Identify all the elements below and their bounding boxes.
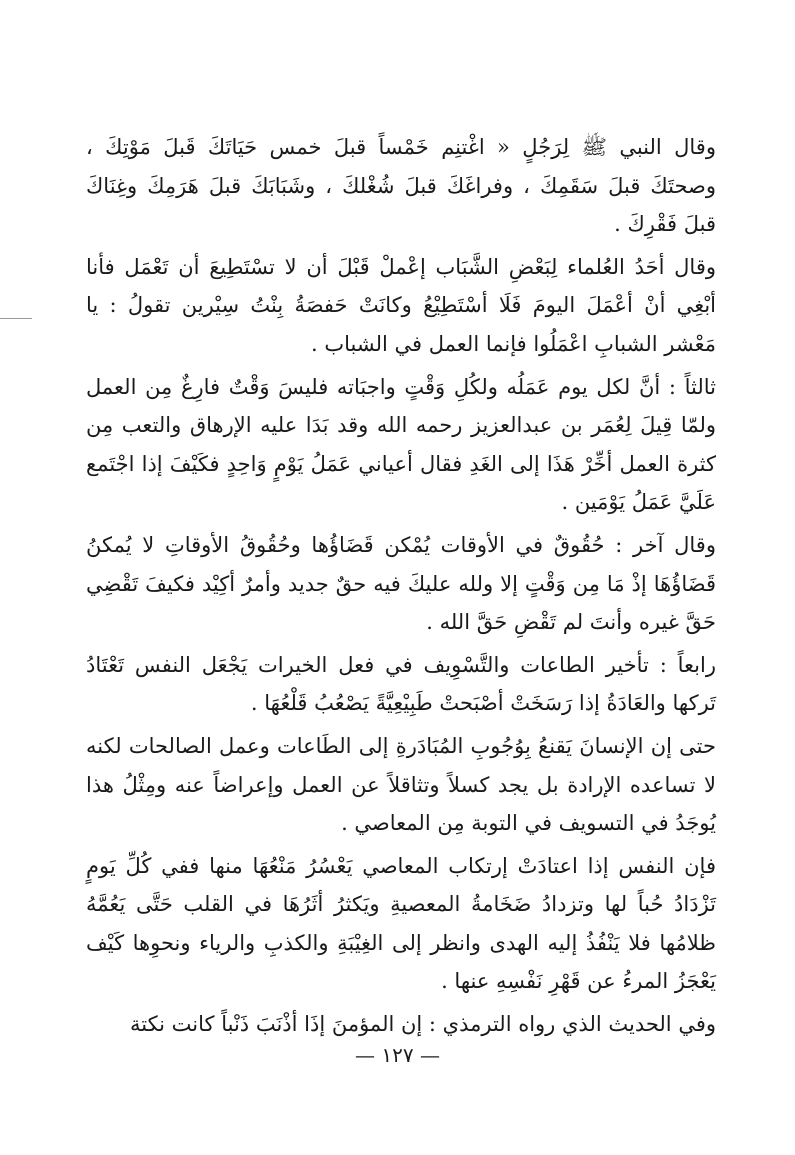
paragraph-5: رابعاً : تأخير الطاعات والتَّسْوِيف في فعل الخيرات يَجْعَل النفس تَعْتَادُ تَركها والعَادَةُ إذا رَسَخَتْ أصْبَحتْ طَبِيْعِيَّةً يَصْعُبُ قَلْعُهَا . [86, 652, 716, 716]
paragraph-2: وقال أحَدُ العُلماء لِبَعْضِ الشَّبَاب إعْملْ قَبْلَ أن لا تسْتَطِيعَ أن تَعْمَل فأنا أبْغِي أنْ أعْمَلَ اليومَ فَلَا أسْتَطِيْعُ وكانَتْ حَفصَةُ بِنْتُ سِيْرين تقولُ : يا مَعْشر الشبابِ اعْمَلُوا فإنما العمل في الشباب . [86, 254, 716, 356]
paragraph-8: وفي الحديث الذي رواه الترمذي : إن المؤمنَ إذَا أذْنَبَ ذَنْباً كانت نكتة [129, 1012, 716, 1037]
paragraph-7: فإن النفس إذا اعتادَتْ إرتكاب المعاصي يَعْسُرُ مَنْعُهَا منها ففي كُلِّ يَومٍ تَزْدَادُ حُباً لها وتزدادُ ضَخَامةُ المعصيةِ ويَكثرُ أثَرُهَا في القلب حَتَّى يَعُمَّهُ ظلامُها فلا يَنْفُذُ إليه الهدى وانظر إلى الغِيْبَةِ والكذبِ والرياء ونحوِها كَيْف يَعْجَزُ المرءُ عن قَهْرِ نَفْسِهِ عنها . [86, 853, 716, 994]
page-number: — ١٢٧ — [355, 1043, 440, 1067]
body-text [86, 128, 716, 1044]
paragraph-3: ثالثاً : أنَّ لكل يوم عَمَلُه ولكُلِ وَقْتٍ واجبَاته فليسَ وَقْتٌ فارِغٌ مِن العمل ولمّا قِيلَ لِعُمَر بن عبدالعزيز رحمه الله وقد بَدَا عليه الإرهاق والتعب مِن كثرة العمل أخِّرْ هَذَا إلى الغَدِ فقال أعياني عَمَلُ يَوْمٍ وَاحِدٍ فكَيْفَ إذا اجْتَمع عَلَيَّ عَمَلُ يَوْمَين . [86, 374, 716, 515]
paragraph-6: حتى إن الإنسانَ يَقنعُ بِوُجُوبِ المُبَادَرةِ إلى الطَاعات وعمل الصالحات لكنه لا تساعده الإرادة بل يجد كسلاً وتثاقلاً عن العمل وإعراضاً عنه ومِثْلُ هذا يُوجَدُ في التسويف في التوبة مِن المعاصي . [86, 733, 716, 836]
paragraph-4: وقال آخر : حُقُوقٌ في الأوقات يُمْكن قَضَاؤُها وحُقُوقُ الأوقاتِ لا يُمكنُ قَضَاؤُهَا إذْ مَا مِن وَقْتٍ إلا ولله عليكَ فيه حقٌ جديد وأمرٌ أكِيْد فكيفَ تَقْضِي حَقَّ غيره وأنتَ لم تَقْضِ حَقَّ الله . [86, 532, 716, 635]
paragraph-1: وقال النبي ﷺ لِرَجُلٍ « اغْتنِم خَمْساً قبلَ خمس حَيَاتَكَ قَبلَ مَوْتِكَ ، وصحتَكَ قبلَ سَقَمِكَ ، وفراغَكَ قبلَ شُغْلكَ ، وشَبَابَكَ قبلَ هَرَمِكَ وغِنَاكَ قبلَ فَقْرِكَ . [86, 135, 716, 237]
margin-mark [0, 318, 32, 319]
